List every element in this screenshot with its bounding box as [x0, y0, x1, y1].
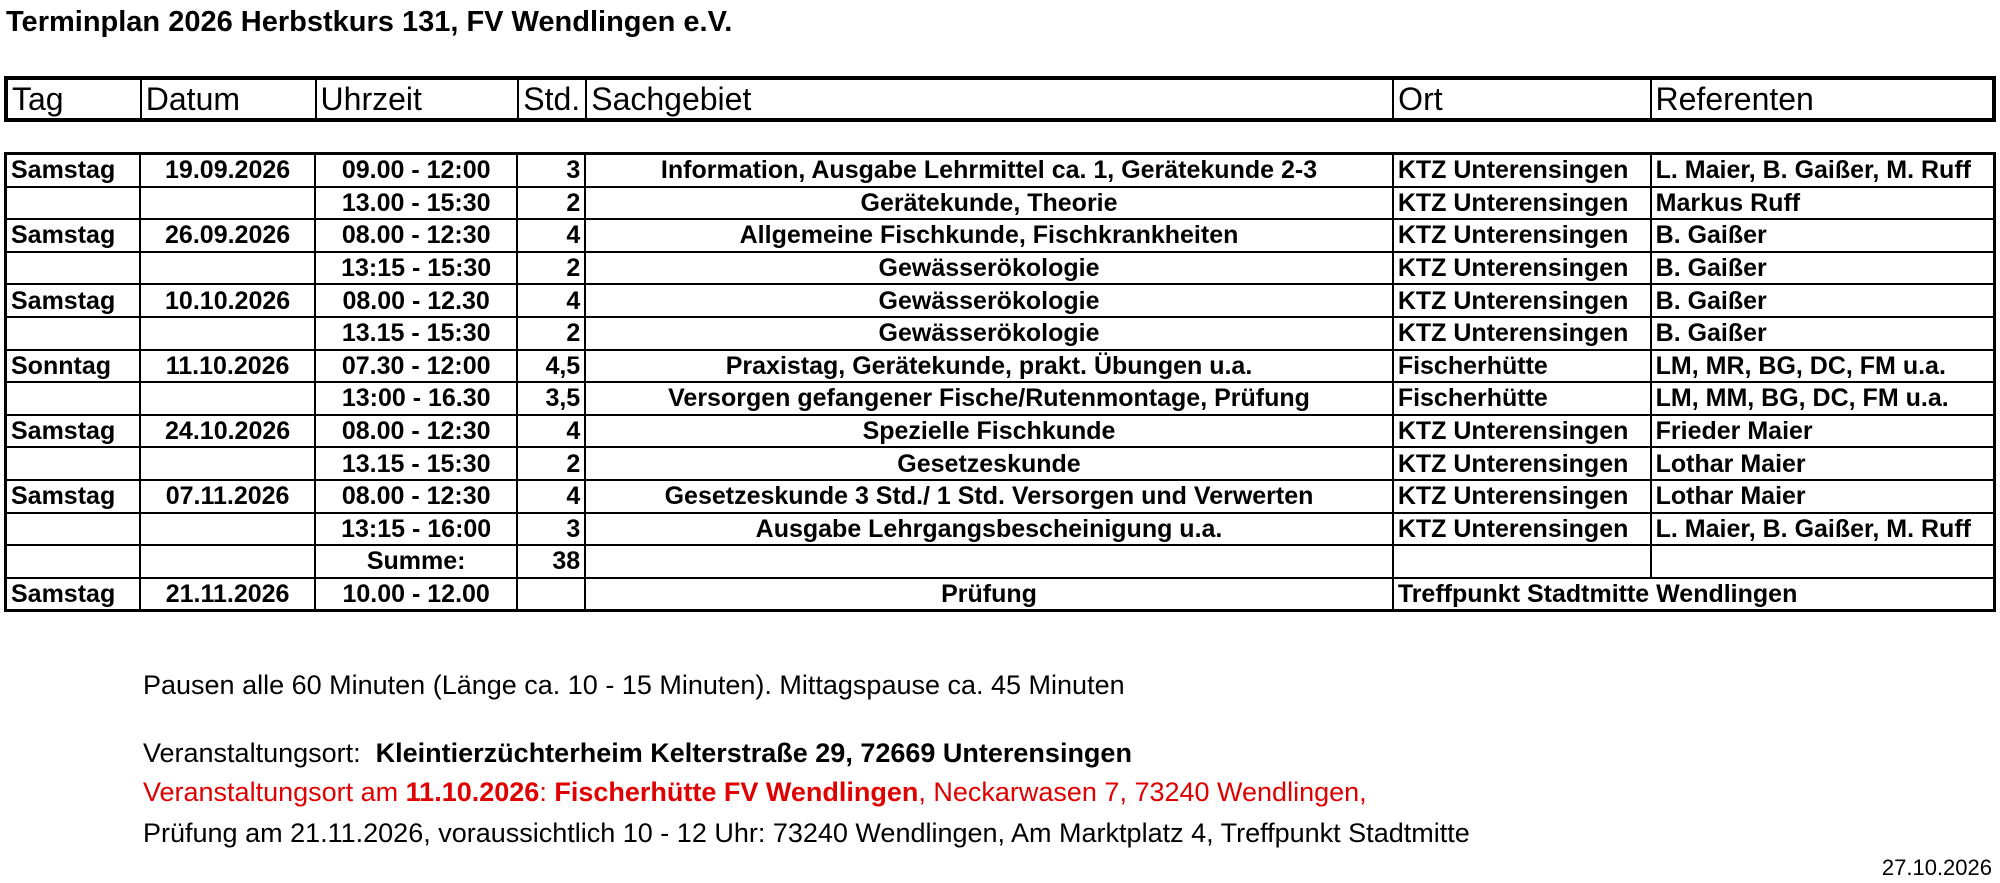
- cell-std: 4: [517, 415, 585, 448]
- cell-tag: Samstag: [6, 415, 141, 448]
- cell-ort: KTZ Unterensingen: [1393, 447, 1651, 480]
- header-tag: Tag: [12, 81, 64, 117]
- venue-address: Kleintierzüchterheim Kelterstraße 29, 72669 Unterensingen: [375, 738, 1132, 768]
- table-row: [6, 317, 1995, 350]
- cell-ort: Fischerhütte: [1393, 382, 1651, 415]
- practice-venue-date: 11.10.2026: [405, 777, 540, 807]
- cell-tag: [6, 317, 141, 350]
- cell-sachgebiet: Information, Ausgabe Lehrmittel ca. 1, Gerätekunde 2-3: [585, 154, 1393, 187]
- cell-referenten: B. Gaißer: [1651, 284, 1995, 317]
- cell-ort: KTZ Unterensingen: [1393, 252, 1651, 285]
- table-row: [6, 219, 1995, 252]
- cell-datum: 24.10.2026: [140, 415, 315, 448]
- cell-std: 2: [517, 252, 585, 285]
- table-row: [6, 350, 1995, 383]
- cell-tag: Samstag: [6, 578, 141, 611]
- table-row: [6, 382, 1995, 415]
- cell-datum: [140, 252, 315, 285]
- cell-tag: Samstag: [6, 219, 141, 252]
- cell-sachgebiet: Spezielle Fischkunde: [585, 415, 1393, 448]
- venue-label: Veranstaltungsort:: [143, 738, 361, 768]
- cell-uhrzeit: 08.00 - 12:30: [315, 415, 518, 448]
- cell-uhrzeit: 09.00 - 12:00: [315, 154, 518, 187]
- header-table: [4, 76, 1996, 122]
- cell-datum: [140, 447, 315, 480]
- header-uhrzeit: Uhrzeit: [316, 78, 519, 120]
- practice-venue-place: Fischerhütte FV Wendlingen: [554, 777, 919, 807]
- cell-sachgebiet: Allgemeine Fischkunde, Fischkrankheiten: [585, 219, 1393, 252]
- cell-sachgebiet: Gesetzeskunde 3 Std./ 1 Std. Versorgen und Verwerten: [585, 480, 1393, 513]
- cell-referenten: Lothar Maier: [1651, 447, 1995, 480]
- cell-sachgebiet: Gewässerökologie: [585, 284, 1393, 317]
- sum-value: 38: [517, 545, 585, 578]
- cell-datum: 10.10.2026: [140, 284, 315, 317]
- cell-ort: Fischerhütte: [1393, 350, 1651, 383]
- exam-row: [6, 578, 1995, 611]
- cell-referenten: L. Maier, B. Gaißer, M. Ruff: [1651, 154, 1995, 187]
- cell-std: 3: [517, 513, 585, 546]
- cell-std: 3,5: [517, 382, 585, 415]
- cell-std: 2: [517, 447, 585, 480]
- cell-datum: [140, 513, 315, 546]
- practice-venue-address: , Neckarwasen 7, 73240 Wendlingen,: [918, 777, 1367, 807]
- cell-referenten: LM, MR, BG, DC, FM u.a.: [1651, 350, 1995, 383]
- cell-ort: Treffpunkt Stadtmitte Wendlingen: [1393, 578, 1995, 611]
- cell-datum: [140, 382, 315, 415]
- table-row: [6, 480, 1995, 513]
- cell-datum: [140, 317, 315, 350]
- cell-ort: KTZ Unterensingen: [1393, 317, 1651, 350]
- venue-note: [143, 738, 1132, 769]
- cell-datum: 19.09.2026: [140, 154, 315, 187]
- exam-note: Prüfung am 21.11.2026, voraussichtlich 10 - 12 Uhr: 73240 Wendlingen, Am Marktplatz 4, Treffpunkt Stadtmitte: [143, 818, 1470, 848]
- cell-std: 4,5: [517, 350, 585, 383]
- cell-std: 4: [517, 480, 585, 513]
- cell-tag: Samstag: [6, 284, 141, 317]
- cell-sachgebiet: Gesetzeskunde: [585, 447, 1393, 480]
- cell-uhrzeit: 13:15 - 15:30: [315, 252, 518, 285]
- document-date: 27.10.2026: [1881, 855, 1992, 880]
- cell-referenten: Frieder Maier: [1651, 415, 1995, 448]
- cell-datum: 21.11.2026: [140, 578, 315, 611]
- table-row: [6, 252, 1995, 285]
- header-referenten: Referenten: [1651, 78, 1994, 120]
- cell-ort: KTZ Unterensingen: [1393, 154, 1651, 187]
- cell-uhrzeit: 13.15 - 15:30: [315, 317, 518, 350]
- cell-datum: 07.11.2026: [140, 480, 315, 513]
- cell-ort: KTZ Unterensingen: [1393, 284, 1651, 317]
- table-row: [6, 154, 1995, 187]
- cell-ort: KTZ Unterensingen: [1393, 187, 1651, 220]
- cell-tag: Sonntag: [6, 350, 141, 383]
- sum-row: [6, 545, 1995, 578]
- cell-uhrzeit: 13:00 - 16.30: [315, 382, 518, 415]
- cell-datum: [140, 545, 315, 578]
- cell-sachgebiet: Praxistag, Gerätekunde, prakt. Übungen u.a.: [585, 350, 1393, 383]
- cell-referenten: [1651, 545, 1995, 578]
- cell-sachgebiet: Versorgen gefangener Fische/Rutenmontage, Prüfung: [585, 382, 1393, 415]
- cell-uhrzeit: 13.15 - 15:30: [315, 447, 518, 480]
- cell-ort: [1393, 545, 1651, 578]
- cell-ort: KTZ Unterensingen: [1393, 415, 1651, 448]
- cell-ort: KTZ Unterensingen: [1393, 513, 1651, 546]
- header-row: [6, 78, 1994, 120]
- cell-tag: [6, 187, 141, 220]
- cell-referenten: B. Gaißer: [1651, 252, 1995, 285]
- practice-venue-note: [143, 777, 1367, 808]
- cell-uhrzeit: 08.00 - 12:30: [315, 219, 518, 252]
- cell-ort: KTZ Unterensingen: [1393, 219, 1651, 252]
- practice-venue-colon: :: [539, 777, 555, 807]
- schedule-table: [4, 152, 1996, 612]
- cell-datum: [140, 187, 315, 220]
- cell-referenten: L. Maier, B. Gaißer, M. Ruff: [1651, 513, 1995, 546]
- practice-venue-prefix: Veranstaltungsort am: [143, 777, 406, 807]
- cell-uhrzeit: 13.00 - 15:30: [315, 187, 518, 220]
- cell-std: 2: [517, 187, 585, 220]
- table-row: [6, 187, 1995, 220]
- cell-referenten: B. Gaißer: [1651, 317, 1995, 350]
- header-ort: Ort: [1393, 78, 1650, 120]
- cell-uhrzeit: 10.00 - 12.00: [315, 578, 518, 611]
- cell-datum: 26.09.2026: [140, 219, 315, 252]
- cell-sachgebiet: Prüfung: [585, 578, 1393, 611]
- cell-referenten: Markus Ruff: [1651, 187, 1995, 220]
- cell-uhrzeit: 08.00 - 12.30: [315, 284, 518, 317]
- cell-std: 4: [517, 219, 585, 252]
- document-title: Terminplan 2026 Herbstkurs 131, FV Wendlingen e.V.: [6, 6, 733, 38]
- header-sachgebiet: Sachgebiet: [586, 78, 1393, 120]
- table-row: [6, 415, 1995, 448]
- cell-referenten: LM, MM, BG, DC, FM u.a.: [1651, 382, 1995, 415]
- pause-note: Pausen alle 60 Minuten (Länge ca. 10 - 15 Minuten). Mittagspause ca. 45 Minuten: [143, 670, 1125, 700]
- cell-tag: Samstag: [6, 480, 141, 513]
- cell-uhrzeit: 13:15 - 16:00: [315, 513, 518, 546]
- cell-sachgebiet: Gerätekunde, Theorie: [585, 187, 1393, 220]
- cell-std: 3: [517, 154, 585, 187]
- cell-sachgebiet: Gewässerökologie: [585, 252, 1393, 285]
- cell-sachgebiet: [585, 545, 1393, 578]
- cell-tag: [6, 447, 141, 480]
- cell-datum: 11.10.2026: [140, 350, 315, 383]
- cell-std: [517, 578, 585, 611]
- table-row: [6, 513, 1995, 546]
- cell-sachgebiet: Gewässerökologie: [585, 317, 1393, 350]
- table-row: [6, 447, 1995, 480]
- cell-referenten: B. Gaißer: [1651, 219, 1995, 252]
- cell-ort: KTZ Unterensingen: [1393, 480, 1651, 513]
- cell-tag: [6, 382, 141, 415]
- header-datum: Datum: [141, 78, 316, 120]
- sum-label: Summe:: [315, 545, 518, 578]
- table-row: [6, 284, 1995, 317]
- cell-tag: [6, 545, 141, 578]
- cell-tag: [6, 513, 141, 546]
- cell-uhrzeit: 07.30 - 12:00: [315, 350, 518, 383]
- cell-tag: [6, 252, 141, 285]
- cell-std: 4: [517, 284, 585, 317]
- cell-sachgebiet: Ausgabe Lehrgangsbescheinigung u.a.: [585, 513, 1393, 546]
- cell-std: 2: [517, 317, 585, 350]
- cell-referenten: Lothar Maier: [1651, 480, 1995, 513]
- header-std: Std.: [518, 78, 586, 120]
- cell-tag: Samstag: [6, 154, 141, 187]
- cell-uhrzeit: 08.00 - 12:30: [315, 480, 518, 513]
